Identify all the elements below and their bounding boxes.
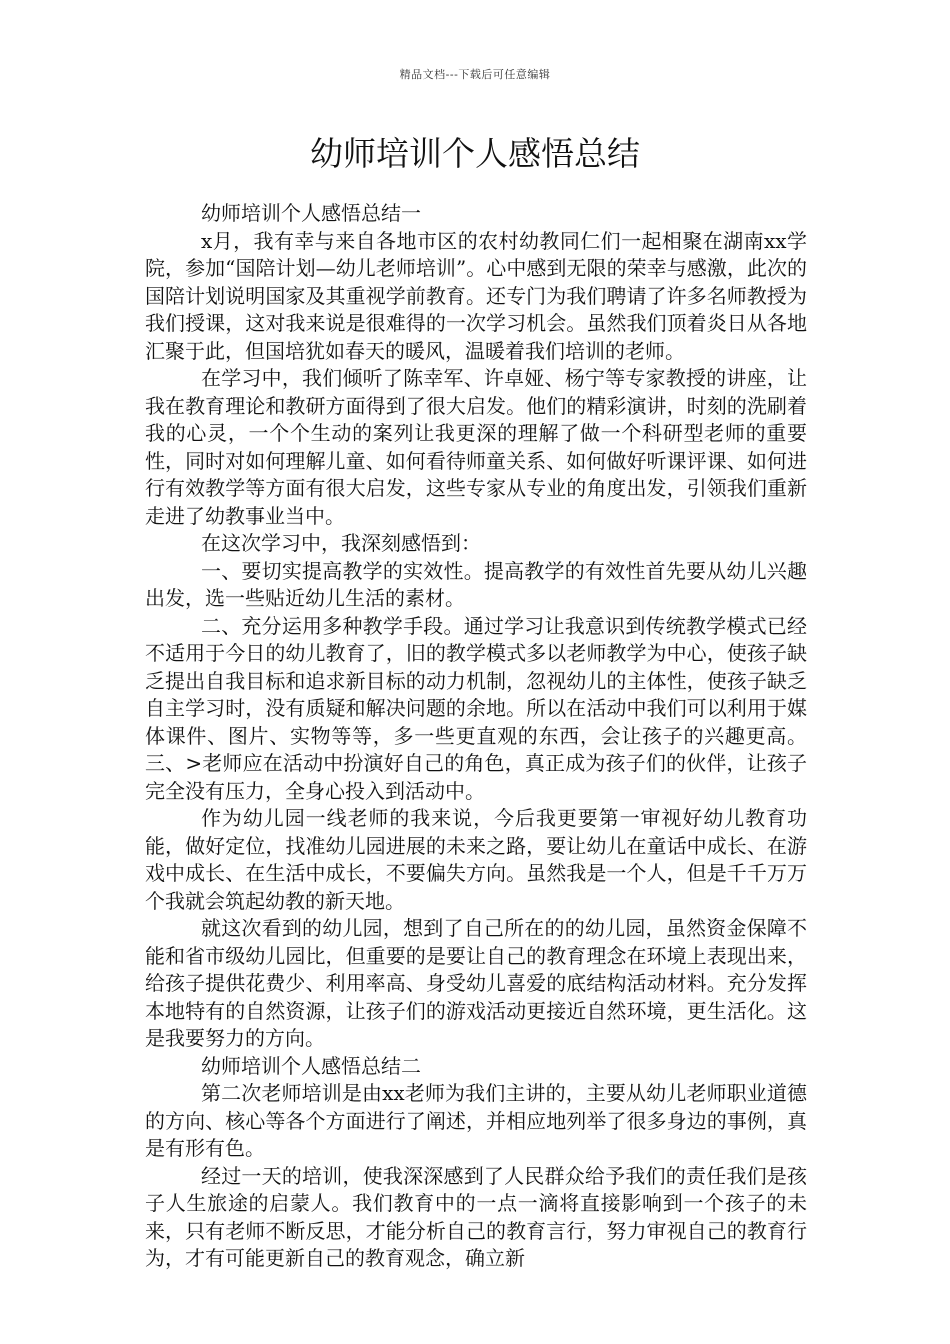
paragraph: 二、充分运用多种教学手段。通过学习让我意识到传统教学模式已经不适用于今日的幼儿教育了，旧的教学模式多以老师教学为中心，使孩子缺乏提出自我目标和追求新目标的动力机制，忽视幼儿的主体性，使孩子缺乏自主学习时，没有质疑和解决问题的余地。所以在活动中我们可以利用于媒体课件、图片、实物等等，多一些更直观的东西，会让孩子的兴趣更高。三、>老师应在活动中扮演好自己的角色，真正成为孩子们的伙伴，让孩子完全没有压力，全身心投入到活动中。: [145, 613, 807, 803]
paragraph: 作为幼儿园一线老师的我来说，今后我更要第一审视好幼儿教育功能，做好定位，找准幼儿园进展的未来之路，要让幼儿在童话中成长、在游戏中成长、在生活中成长，不要偏失方向。虽然我是一个人，但是千千万万个我就会筑起幼教的新天地。: [145, 806, 807, 913]
section-heading-1: 幼师培训个人感悟总结一: [201, 201, 421, 225]
paragraph: 在这次学习中，我深刻感悟到：: [201, 531, 481, 555]
document-body: [145, 200, 807, 1273]
paragraph: 经过一天的培训，使我深深感到了人民群众给予我们的责任我们是孩子人生旅途的启蒙人。我们教育中的一点一滴将直接影响到一个孩子的未来，只有老师不断反思，才能分析自己的教育言行，努力审视自己的教育行为，才有可能更新自己的教育观念，确立新: [145, 1163, 807, 1270]
section-heading-2: 幼师培训个人感悟总结二: [201, 1053, 421, 1078]
paragraph: 一、要切实提高教学的实效性。提高教学的有效性首先要从幼儿兴趣出发，选一些贴近幼儿生活的素材。: [145, 558, 807, 610]
header-note: 精品文档---下载后可任意编辑: [399, 68, 551, 81]
paragraph: 在学习中，我们倾听了陈幸军、许卓娅、杨宁等专家教授的讲座，让我在教育理论和教研方面得到了很大启发。他们的精彩演讲，时刻的洗刷着我的心灵，一个个生动的案列让我更深的理解了做一个科研型老师的重要性，同时对如何理解儿童、如何看待师童关系、如何做好听课评课、如何进行有效教学等方面有很大启发，这些专家从专业的角度出发，引领我们重新走进了幼教事业当中。: [145, 366, 807, 528]
paragraph: x月，我有幸与来自各地市区的农村幼教同仁们一起相聚在湖南xx学院，参加“国陪计划—幼儿老师培训”。心中感到无限的荣幸与感激，此次的国陪计划说明国家及其重视学前教育。还专门为我们聘请了许多名师教授为我们授课，这对我来说是很难得的一次学习机会。虽然我们顶着炎日从各地汇聚于此，但国培犹如春天的暖风，温暖着我们培训的老师。: [145, 228, 807, 363]
paragraph: 第二次老师培训是由xx老师为我们主讲的，主要从幼儿老师职业道德的方向、核心等各个方面进行了阐述，并相应地列举了很多身边的事例，真是有形有色。: [145, 1081, 807, 1160]
paragraph: 就这次看到的幼儿园，想到了自己所在的的幼儿园，虽然资金保障不能和省市级幼儿园比，但重要的是要让自己的教育理念在环境上表现出来，给孩子提供花费少、利用率高、身受幼儿喜爱的底结构活动材料。充分发挥本地特有的自然资源，让孩子们的游戏活动更接近自然环境，更生活化。这是我要努力的方向。: [145, 916, 807, 1050]
document-title: 幼师培训个人感悟总结: [310, 134, 640, 173]
